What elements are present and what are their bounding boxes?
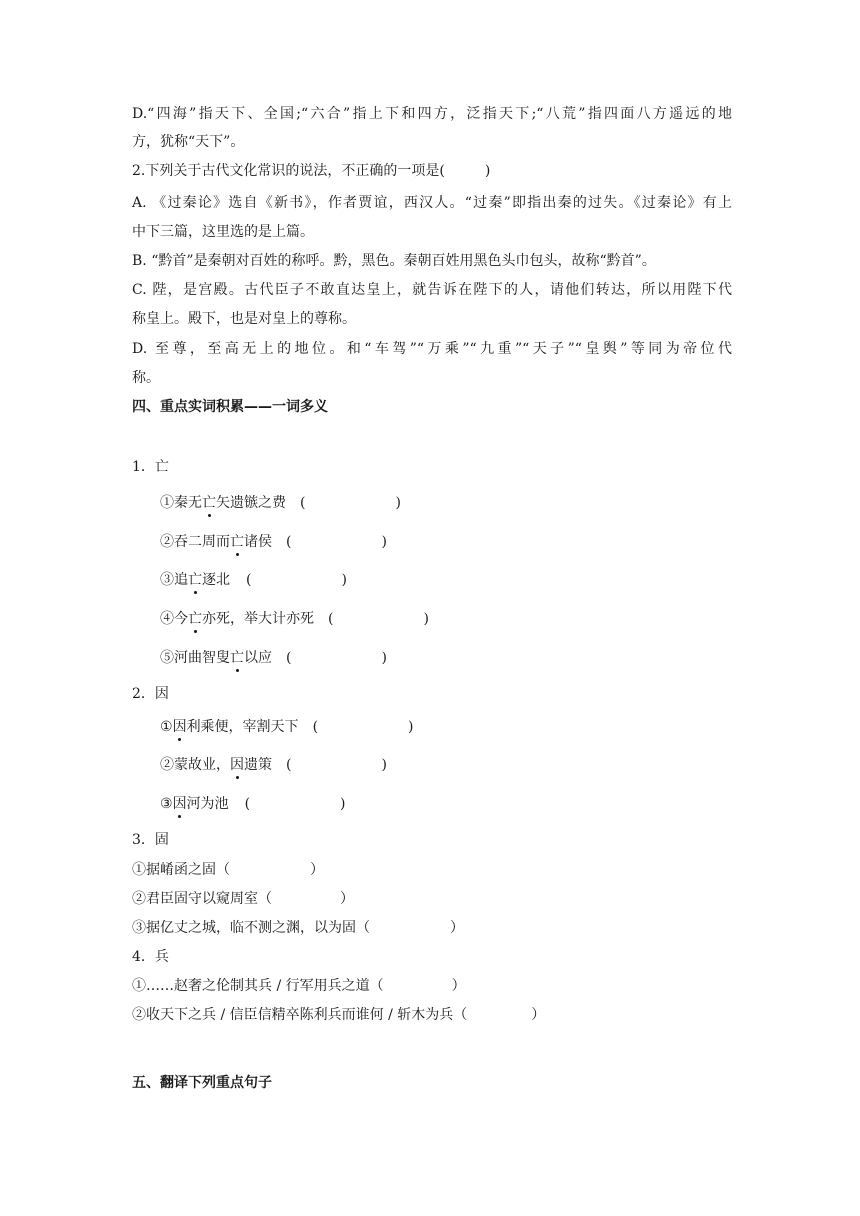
- q2-stem: [132, 161, 732, 181]
- emphasized-char: 因: [172, 719, 187, 735]
- emphasized-char: 亡: [202, 495, 216, 511]
- word-1-item-3: [160, 570, 760, 590]
- answer-paren-close: ): [340, 796, 346, 812]
- answer-paren-open: (: [312, 719, 319, 735]
- q2-option-a-line1: A. 《过秦论》选自《新书》，作者贾谊，西汉人。“过秦”即指出秦的过失。《过秦论》有上: [132, 195, 732, 211]
- word-3-item-2: [132, 889, 732, 909]
- word-1-item-5: [160, 648, 760, 668]
- item-pre: ①秦无: [160, 495, 202, 511]
- section-4-title: 四、重点实词积累——一词多义: [132, 399, 328, 415]
- item-text: ①……赵奢之伦制其兵 / 行军用兵之道（: [132, 978, 384, 994]
- answer-paren-close: ): [423, 611, 429, 627]
- q1-option-d-line1: D.“四海”指天下、全国;“六合”指上下和四方，泛指天下;“八荒”指四面八方遥远的地: [132, 106, 732, 122]
- emphasized-char: 亡: [230, 650, 244, 666]
- item-post: 利乘便，宰割天下: [186, 719, 299, 735]
- item-text: ①据崤函之固（: [132, 862, 230, 878]
- word-2-item-3: [160, 794, 760, 814]
- answer-paren-open: (: [244, 796, 251, 812]
- answer-paren-close: ）: [531, 1007, 546, 1023]
- item-pre: ⑤河曲智叟: [160, 650, 230, 666]
- q2-option-c-line2: 称皇上。殿下，也是对皇上的尊称。: [132, 311, 356, 327]
- q2-stem-close: ): [484, 163, 491, 179]
- emphasized-char: 亡: [230, 534, 244, 550]
- word-2-head: 2．因: [132, 686, 169, 702]
- word-1-item-2: [160, 532, 760, 552]
- answer-paren-close: ): [408, 719, 414, 735]
- word-2-item-2: [160, 755, 760, 775]
- item-text: ②君臣固守以窥周室（: [132, 891, 272, 907]
- item-pre: ③追: [160, 572, 188, 588]
- answer-paren-close: ）: [450, 920, 464, 936]
- answer-paren-open: (: [286, 534, 292, 550]
- answer-paren-open: (: [286, 757, 292, 773]
- word-2-item-1: [160, 717, 760, 737]
- item-pre: ③: [160, 796, 173, 812]
- emphasized-char: 因: [172, 796, 187, 812]
- item-text: ②收天下之兵 / 信臣信精卒陈利兵而谁何 / 斩木为兵（: [132, 1007, 468, 1023]
- item-post: 逐北: [202, 572, 230, 588]
- emphasized-char: 因: [230, 757, 244, 773]
- answer-paren-close: ）: [340, 891, 354, 907]
- word-1-head: 1．亡: [132, 459, 169, 475]
- answer-paren-close: ): [395, 495, 401, 511]
- q2-option-c-line1: C. 陛，是宫殿。古代臣子不敢直达皇上，就告诉在陛下的人，请他们转达，所以用陛下代: [132, 282, 732, 298]
- q2-option-b: B. “黔首”是秦朝对百姓的称呼。黔，黑色。秦朝百姓用黑色头巾包头，故称“黔首”。: [132, 253, 656, 269]
- q2-stem-text: 2.下列关于古代文化常识的说法，不正确的一项是(: [132, 163, 445, 179]
- q2-option-a-line2: 中下三篇，这里选的是上篇。: [132, 224, 314, 240]
- item-post: 诸侯: [244, 534, 272, 550]
- item-post: 河为池: [186, 796, 229, 812]
- word-3-head: 3．固: [132, 832, 169, 848]
- answer-paren-close: ): [381, 757, 387, 773]
- section-5-title: 五、翻译下列重点句子: [132, 1075, 272, 1091]
- answer-paren-close: ）: [310, 862, 324, 878]
- q1-option-d-line2: 方，犹称“天下”。: [132, 134, 245, 150]
- answer-paren-close: ）: [451, 978, 466, 994]
- item-text: ③据亿丈之城，临不测之渊，以为固（: [132, 920, 370, 936]
- answer-paren-close: ): [381, 534, 387, 550]
- emphasized-char: 亡: [188, 572, 202, 588]
- item-post: 矢遗镞之费: [216, 495, 286, 511]
- word-1-item-4: [160, 609, 760, 629]
- item-pre: ①: [160, 719, 173, 735]
- item-pre: ④今: [160, 611, 188, 627]
- word-4-item-2: [132, 1005, 732, 1025]
- answer-paren-open: (: [286, 650, 292, 666]
- item-post: 遗策: [244, 757, 272, 773]
- q2-option-d-line2: 称。: [132, 370, 160, 386]
- emphasized-char: 亡: [188, 611, 202, 627]
- item-pre: ②吞二周而: [160, 534, 230, 550]
- answer-paren-close: ): [381, 650, 387, 666]
- item-post: 亦死，举大计亦死: [202, 611, 314, 627]
- answer-paren-close: ): [341, 572, 347, 588]
- word-3-item-1: [132, 860, 732, 880]
- word-3-item-3: [132, 918, 732, 938]
- item-post: 以应: [244, 650, 272, 666]
- word-1-item-1: [160, 493, 760, 513]
- word-4-head: 4．兵: [132, 949, 169, 965]
- answer-paren-open: (: [246, 572, 252, 588]
- item-pre: ②蒙故业，: [160, 757, 230, 773]
- q2-option-d-line1: D. 至尊，至高无上的地位。和“车驾”“万乘”“九重”“天子”“皇舆”等同为帝位代: [132, 341, 732, 357]
- answer-paren-open: (: [300, 495, 306, 511]
- word-4-item-1: [132, 976, 732, 996]
- answer-paren-open: (: [328, 611, 334, 627]
